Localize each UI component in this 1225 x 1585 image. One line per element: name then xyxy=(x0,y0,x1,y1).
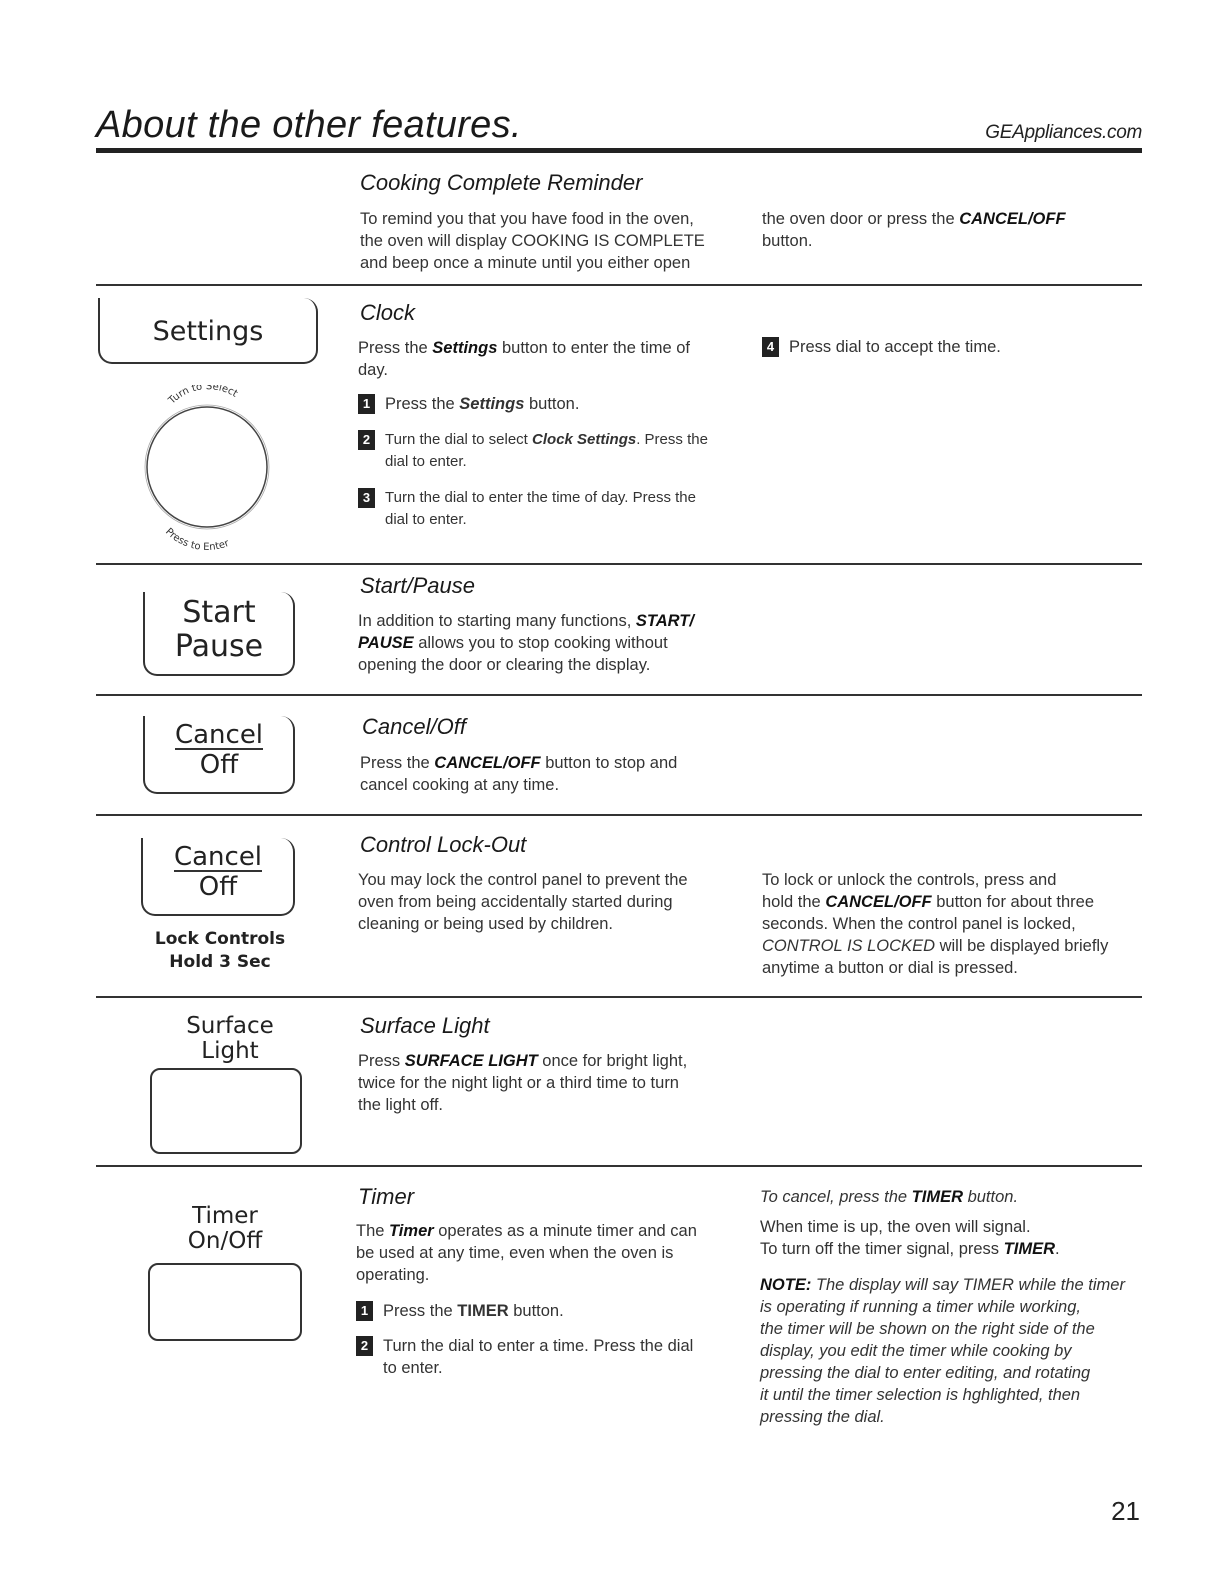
clock-intro: Press the Settings button to enter the time of day. xyxy=(358,339,691,379)
control-lockout-heading: Control Lock-Out xyxy=(360,832,527,857)
section-rule xyxy=(96,694,1142,696)
start-pause-text: In addition to starting many functions, START/ PAUSE allows you to stop cooking without opening the door or clearing the display. xyxy=(358,612,694,674)
section-rule xyxy=(96,814,1142,816)
section-rule xyxy=(96,1165,1142,1167)
header-rule xyxy=(96,148,1142,153)
dial-icon xyxy=(128,385,288,550)
section-rule xyxy=(96,284,1142,286)
timer-cancel-text: To cancel, press the TIMER button. xyxy=(760,1188,1019,1206)
cancel-off-button[interactable]: Cancel Off xyxy=(143,716,295,794)
clock-step-1: 1 Press the Settings button. xyxy=(358,393,579,415)
clock-step-4: 4 Press dial to accept the time. xyxy=(762,336,1001,358)
control-lockout-col2: To lock or unlock the controls, press and hold the CANCEL/OFF button for about three seconds. When the control panel is locked, CONTROL IS LOCKED will be displayed briefly anytime a button or dial is pressed. xyxy=(762,871,1109,977)
lock-controls-button[interactable]: Cancel Off xyxy=(141,838,295,916)
timer-signal-text: When time is up, the oven will signal. To turn off the timer signal, press TIMER. xyxy=(760,1218,1060,1258)
cancel-off-text: Press the CANCEL/OFF button to stop and cancel cooking at any time. xyxy=(360,754,678,794)
surface-light-button[interactable] xyxy=(150,1068,302,1154)
timer-text: The Timer operates as a minute timer and can be used at any time, even when the oven is operating. xyxy=(356,1222,697,1284)
page-number: 21 xyxy=(1111,1496,1140,1526)
clock-heading: Clock xyxy=(360,300,416,325)
lock-controls-caption: Lock Controls Hold 3 Sec xyxy=(154,929,286,972)
cooking-complete-col2: the oven door or press the CANCEL/OFF button. xyxy=(762,210,1066,250)
cooking-complete-heading: Cooking Complete Reminder xyxy=(360,170,643,195)
cancel-off-heading: Cancel/Off xyxy=(362,714,466,739)
svg-text:Turn to Select: Turn to Select xyxy=(166,385,240,407)
timer-step-2: 2 Turn the dial to enter a time. Press the dial to enter. xyxy=(356,1335,693,1379)
timer-step-1: 1 Press the TIMER button. xyxy=(356,1300,564,1322)
start-pause-button[interactable]: Start Pause xyxy=(143,592,295,676)
clock-step-2: 2 Turn the dial to select Clock Settings. Press the dial to enter. xyxy=(358,429,708,473)
svg-text:Press to Enter: Press to Enter xyxy=(163,526,231,550)
section-rule xyxy=(96,563,1142,565)
control-lockout-col1: You may lock the control panel to prevent the oven from being accidentally started during cleaning or being used by children. xyxy=(358,871,688,933)
page-title: About the other features. xyxy=(96,104,522,146)
surface-light-heading: Surface Light xyxy=(360,1013,490,1038)
timer-heading: Timer xyxy=(358,1184,415,1209)
clock-step-3: 3 Turn the dial to enter the time of day. Press the dial to enter. xyxy=(358,487,696,531)
selector-dial[interactable] xyxy=(128,385,288,550)
timer-label: Timer On/Off xyxy=(187,1203,263,1254)
start-pause-heading: Start/Pause xyxy=(360,573,475,598)
cooking-complete-col1: To remind you that you have food in the oven, the oven will display COOKING IS COMPLETE and beep once a minute until you either open xyxy=(360,210,705,272)
surface-light-label: Surface Light xyxy=(186,1013,274,1064)
section-rule xyxy=(96,996,1142,998)
settings-button[interactable]: Settings xyxy=(98,298,318,364)
timer-button[interactable] xyxy=(148,1263,302,1341)
timer-note: NOTE: The display will say TIMER while the timer is operating if running a timer while working, the timer will be shown on the right side of the display, you edit the timer while cooking by pressing the dial to enter editing, and rotating it until the timer selection is hghlighted, then pressing the dial. xyxy=(760,1276,1125,1426)
site-url: GEAppliances.com xyxy=(985,122,1142,143)
surface-light-text: Press SURFACE LIGHT once for bright light, twice for the night light or a third time to turn the light off. xyxy=(358,1052,688,1114)
